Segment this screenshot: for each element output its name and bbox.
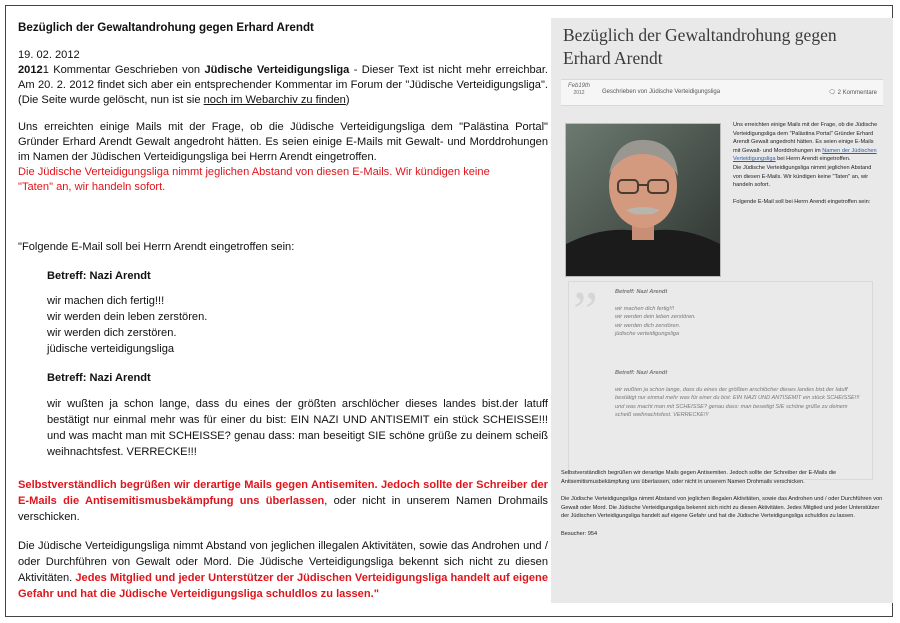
article-date: 19. 02. 2012	[18, 49, 80, 61]
screenshot-q1-line: wir werden dein leben zerstören.	[615, 314, 696, 321]
screenshot-title: Bezüglich der Gewaltandrohung gegen Erhard Arendt	[563, 25, 837, 68]
website-screenshot	[551, 18, 893, 603]
meta-author: Jüdische Verteidigungsliga	[204, 64, 350, 76]
screenshot-intro-d: Folgende E-Mail soll bei Herrn Arendt eingetroffen sein:	[733, 198, 871, 205]
screenshot-intro	[733, 121, 881, 206]
screenshot-q1-line: wir machen dich fertig!!!	[615, 305, 675, 312]
screenshot-date	[565, 83, 593, 97]
screenshot-intro-a: Uns erreichten einige Mails mit der Frage, ob die Jüdische Verteidigungsliga dem "Palästina Portal" Gründer Erhard Arendt Gewalt angedroht hätten. Es seien einige E-Mails mit Gewalt- und Morddrohungen im	[733, 122, 878, 154]
intro-text: Uns erreichten einige Mails mit der Frage, ob die Jüdische Verteidigungsliga dem "Palästina Portal" Gründer Erhard Arendt Gewalt angedroht hätten. Es seien einige E-Mails mit Gewalt- und Morddrohungen im Namen der Jüdischen Verteidigungsliga bei Herrn Arendt eingetroffen.	[18, 121, 548, 163]
screenshot-q1-line: wir werden dich zerstören.	[615, 322, 681, 329]
intro-red-text: Die Jüdische Verteidigungsliga nimmt jeglichen Abstand von diesen E-Mails. Wir kündigen keine "Taten" an, wir handeln sofort.	[18, 166, 490, 193]
screenshot-intro-c: Die Jüdische Verteidigungsliga nimmt jeglichen Abstand von diesen E-Mails. Wir kündigen keine "Taten" an, wir handeln sofort.	[733, 164, 872, 189]
screenshot-quote-box	[568, 281, 873, 480]
mail-intro: "Folgende E-Mail soll bei Herrn Arendt eingetroffen sein:	[18, 241, 295, 253]
screenshot-comments-count: 2 Kommentare	[837, 90, 877, 96]
screenshot-q2-subject: Betreff: Nazi Arendt	[615, 369, 668, 376]
closing-1-red: Selbstverständlich begrüßen wir derartige Mails gegen Antisemiten. Jedoch sollte der Schreiber der E-Mails die Antisemitismusbekämpfung uns überlassen	[18, 479, 548, 507]
closing-2	[18, 538, 548, 602]
webarchive-link[interactable]: noch im Webarchiv zu finden	[203, 94, 346, 106]
closing-1	[18, 477, 548, 525]
screenshot-author: Geschrieben von Jüdische Verteidigungsliga	[602, 89, 721, 95]
mail-1-subject: Betreff: Nazi Arendt	[47, 270, 151, 282]
screenshot-date-day: Feb19th	[567, 83, 591, 89]
portrait-photo	[565, 123, 721, 277]
meta-year: 2012	[18, 64, 43, 76]
closing-1-tail: , oder nicht in unserem Namen Drohmails verschicken.	[18, 495, 548, 523]
article-meta	[18, 63, 548, 108]
article	[18, 20, 548, 602]
mail-1-line: wir werden dich zerstören.	[47, 327, 177, 339]
screenshot-quote-text	[615, 288, 863, 420]
screenshot-comments[interactable]	[828, 89, 877, 96]
closing-2-text: Die Jüdische Verteidigungsliga nimmt Abstand von jeglichen illegalen Aktivitäten, sowie das Androhen und / oder Durchführen von Gewalt oder Mord. Die Jüdische Verteidigungsliga bekennt sich nicht zu diesen Aktivitäten.	[18, 540, 548, 584]
mail-1-line: wir machen dich fertig!!!	[47, 295, 165, 307]
meta-end: )	[345, 94, 350, 106]
screenshot-q1-line: jüdische verteidigungsliga	[615, 331, 680, 338]
mail-2-subject: Betreff: Nazi Arendt	[47, 372, 151, 384]
mail-2	[18, 371, 548, 460]
article-title: Bezüglich der Gewaltandrohung gegen Erhard Arendt	[18, 21, 314, 34]
screenshot-intro-link[interactable]: Namen der Jüdischen Verteidigungsliga	[733, 147, 877, 163]
screenshot-q2-body: wir wußten ja schon lange, dass du eines der größten arschlöcher dieses landes bist.der latuff bestätigt nur einmal mehr was für einer du bist: EIN NAZI UND ANTISEMIT ein stück SCHEISSE!!! und was macht man mit SCHEISSE? genau dass: man beseitigt SIE schöne grüße zu deinem scheiß weihnachtsfest. VERRECKE!!!	[615, 386, 860, 419]
meta-tail: - Dieser Text ist nicht mehr erreichbar. Am 20. 2. 2012 findet sich aber ein entsprechender Kommentar im Forum der "Jüdische Verteidigungsliga". (Die Seite wurde gelöscht, nun ist sie	[18, 64, 549, 106]
meta-rest: 1 Kommentar Geschrieben von	[42, 64, 205, 76]
mail-1	[18, 269, 548, 357]
screenshot-bottom-2: Die Jüdische Verteidigungsliga nimmt Abstand von jeglichen illegalen Aktivitäten, sowie das Androhen und / oder Durchführen von Gewalt oder Mord. Die Jüdische Verteidigungsliga bekennt sich nicht zu diesen Aktivitäten. Jedes Mitglied und jeder Unterstützer der Jüdischen Verteidigungsliga handelt auf eigene Gefahr und hat die Jüdische Verteidigungsliga schuldlos zu lassen.	[561, 496, 883, 520]
speech-bubble-icon: 🗨	[828, 90, 836, 96]
page-frame	[5, 5, 893, 617]
closing-2-red: Jedes Mitglied und jeder Unterstützer der Jüdischen Verteidigungsliga handelt auf eigene Gefahr und hat die Jüdische Verteidigungsliga schuldlos zu lassen."	[18, 572, 548, 600]
screenshot-date-year: 2012	[573, 90, 585, 96]
quote-mark-icon: ”	[573, 281, 598, 343]
mail-1-line: jüdische verteidigungsliga	[47, 343, 175, 355]
screenshot-q1-subject: Betreff: Nazi Arendt	[615, 289, 668, 295]
screenshot-intro-b: bei Herrn Arendt eingetroffen.	[775, 156, 851, 163]
mail-1-line: wir werden dein leben zerstören.	[47, 311, 208, 323]
screenshot-visitors: Besucher: 954	[561, 530, 598, 537]
screenshot-meta-bar	[561, 79, 883, 106]
screenshot-bottom	[561, 469, 883, 539]
screenshot-bottom-1: Selbstverständlich begrüßen wir derartige Mails gegen Antisemiten. Jedoch sollte der Schreiber der E-Mails die Antisemitismusbekämpfung uns überlassen, oder nicht in unserem Namen Drohmails verschicken.	[561, 470, 837, 485]
mail-2-body: wir wußten ja schon lange, dass du eines der größten arschlöcher dieses landes bist.der latuff bestätigt nur einmal mehr was für einer du bist: EIN NAZI UND ANTISEMIT ein stück SCHEISSE!!! und was macht man mit SCHEISSE? genau dass: man beseitigt SIE schöne grüße zu deinem scheiß weihnachtsfest. VERRECKE!!!	[47, 398, 548, 458]
